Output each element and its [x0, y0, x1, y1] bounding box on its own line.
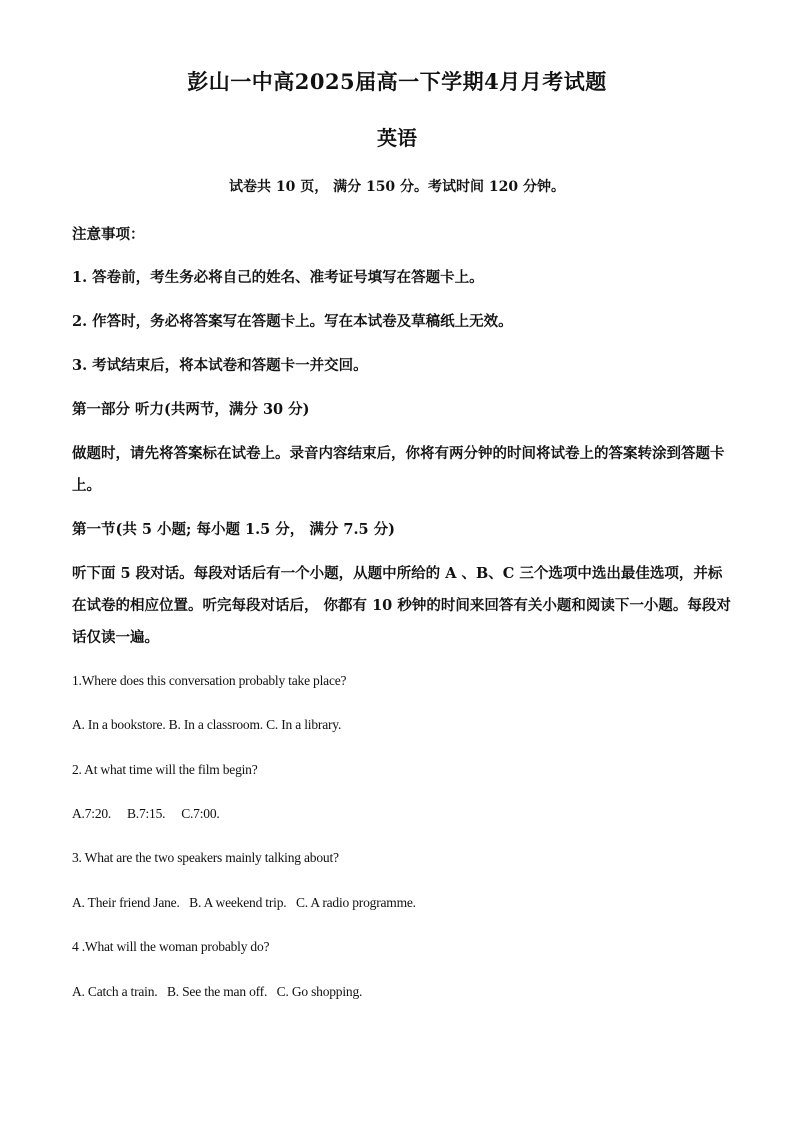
- question-3-options: A. Their friend Jane. B. A weekend trip. C. A radio programme.: [72, 895, 416, 910]
- question-3: 3. What are the two speakers mainly talking about?: [72, 850, 339, 865]
- part1-instruction: 做题时，请先将答案标在试卷上。录音内容结束后，你将有两分钟的时间将试卷上的答案转涂到答题卡上。: [72, 445, 725, 494]
- part1-heading: 第一部分 听力(共两节，满分 30 分): [72, 401, 310, 418]
- question-4: 4 .What will the woman probably do?: [72, 939, 270, 954]
- question-4-options: A. Catch a train. B. See the man off. C. Go shopping.: [72, 984, 363, 999]
- notice-item-2: 2. 作答时，务必将答案写在答题卡上。写在本试卷及草稿纸上无效。: [72, 313, 513, 330]
- notice-item-3: 3. 考试结束后，将本试卷和答题卡一并交回。: [72, 357, 368, 374]
- notice-item-1: 1. 答卷前，考生务必将自己的姓名、准考证号填写在答题卡上。: [72, 269, 484, 286]
- question-1: 1.Where does this conversation probably take place?: [72, 673, 347, 688]
- exam-info: 试卷共 10 页， 满分 150 分。考试时间 120 分钟。: [228, 179, 566, 195]
- question-1-options: A. In a bookstore. B. In a classroom. C. In a library.: [72, 717, 342, 732]
- exam-title: 彭山一中高2025届高一下学期4月月考试题: [187, 69, 607, 94]
- subject-title: 英语: [377, 126, 417, 150]
- question-2-options: A.7:20. B.7:15. C.7:00.: [72, 806, 220, 821]
- notice-heading: 注意事项：: [72, 226, 145, 243]
- question-2: 2. At what time will the film begin?: [72, 762, 258, 777]
- section1-instruction: 听下面 5 段对话。每段对话后有一个小题，从题中所给的 A 、B、C 三个选项中选出最佳选项，并标在试卷的相应位置。听完每段对话后， 你都有 10 秒钟的时间来回答有关小题和阅读下一小题。每段对话仅读一遍。: [72, 565, 731, 646]
- section1-heading: 第一节(共 5 小题; 每小题 1.5 分， 满分 7.5 分): [72, 521, 395, 538]
